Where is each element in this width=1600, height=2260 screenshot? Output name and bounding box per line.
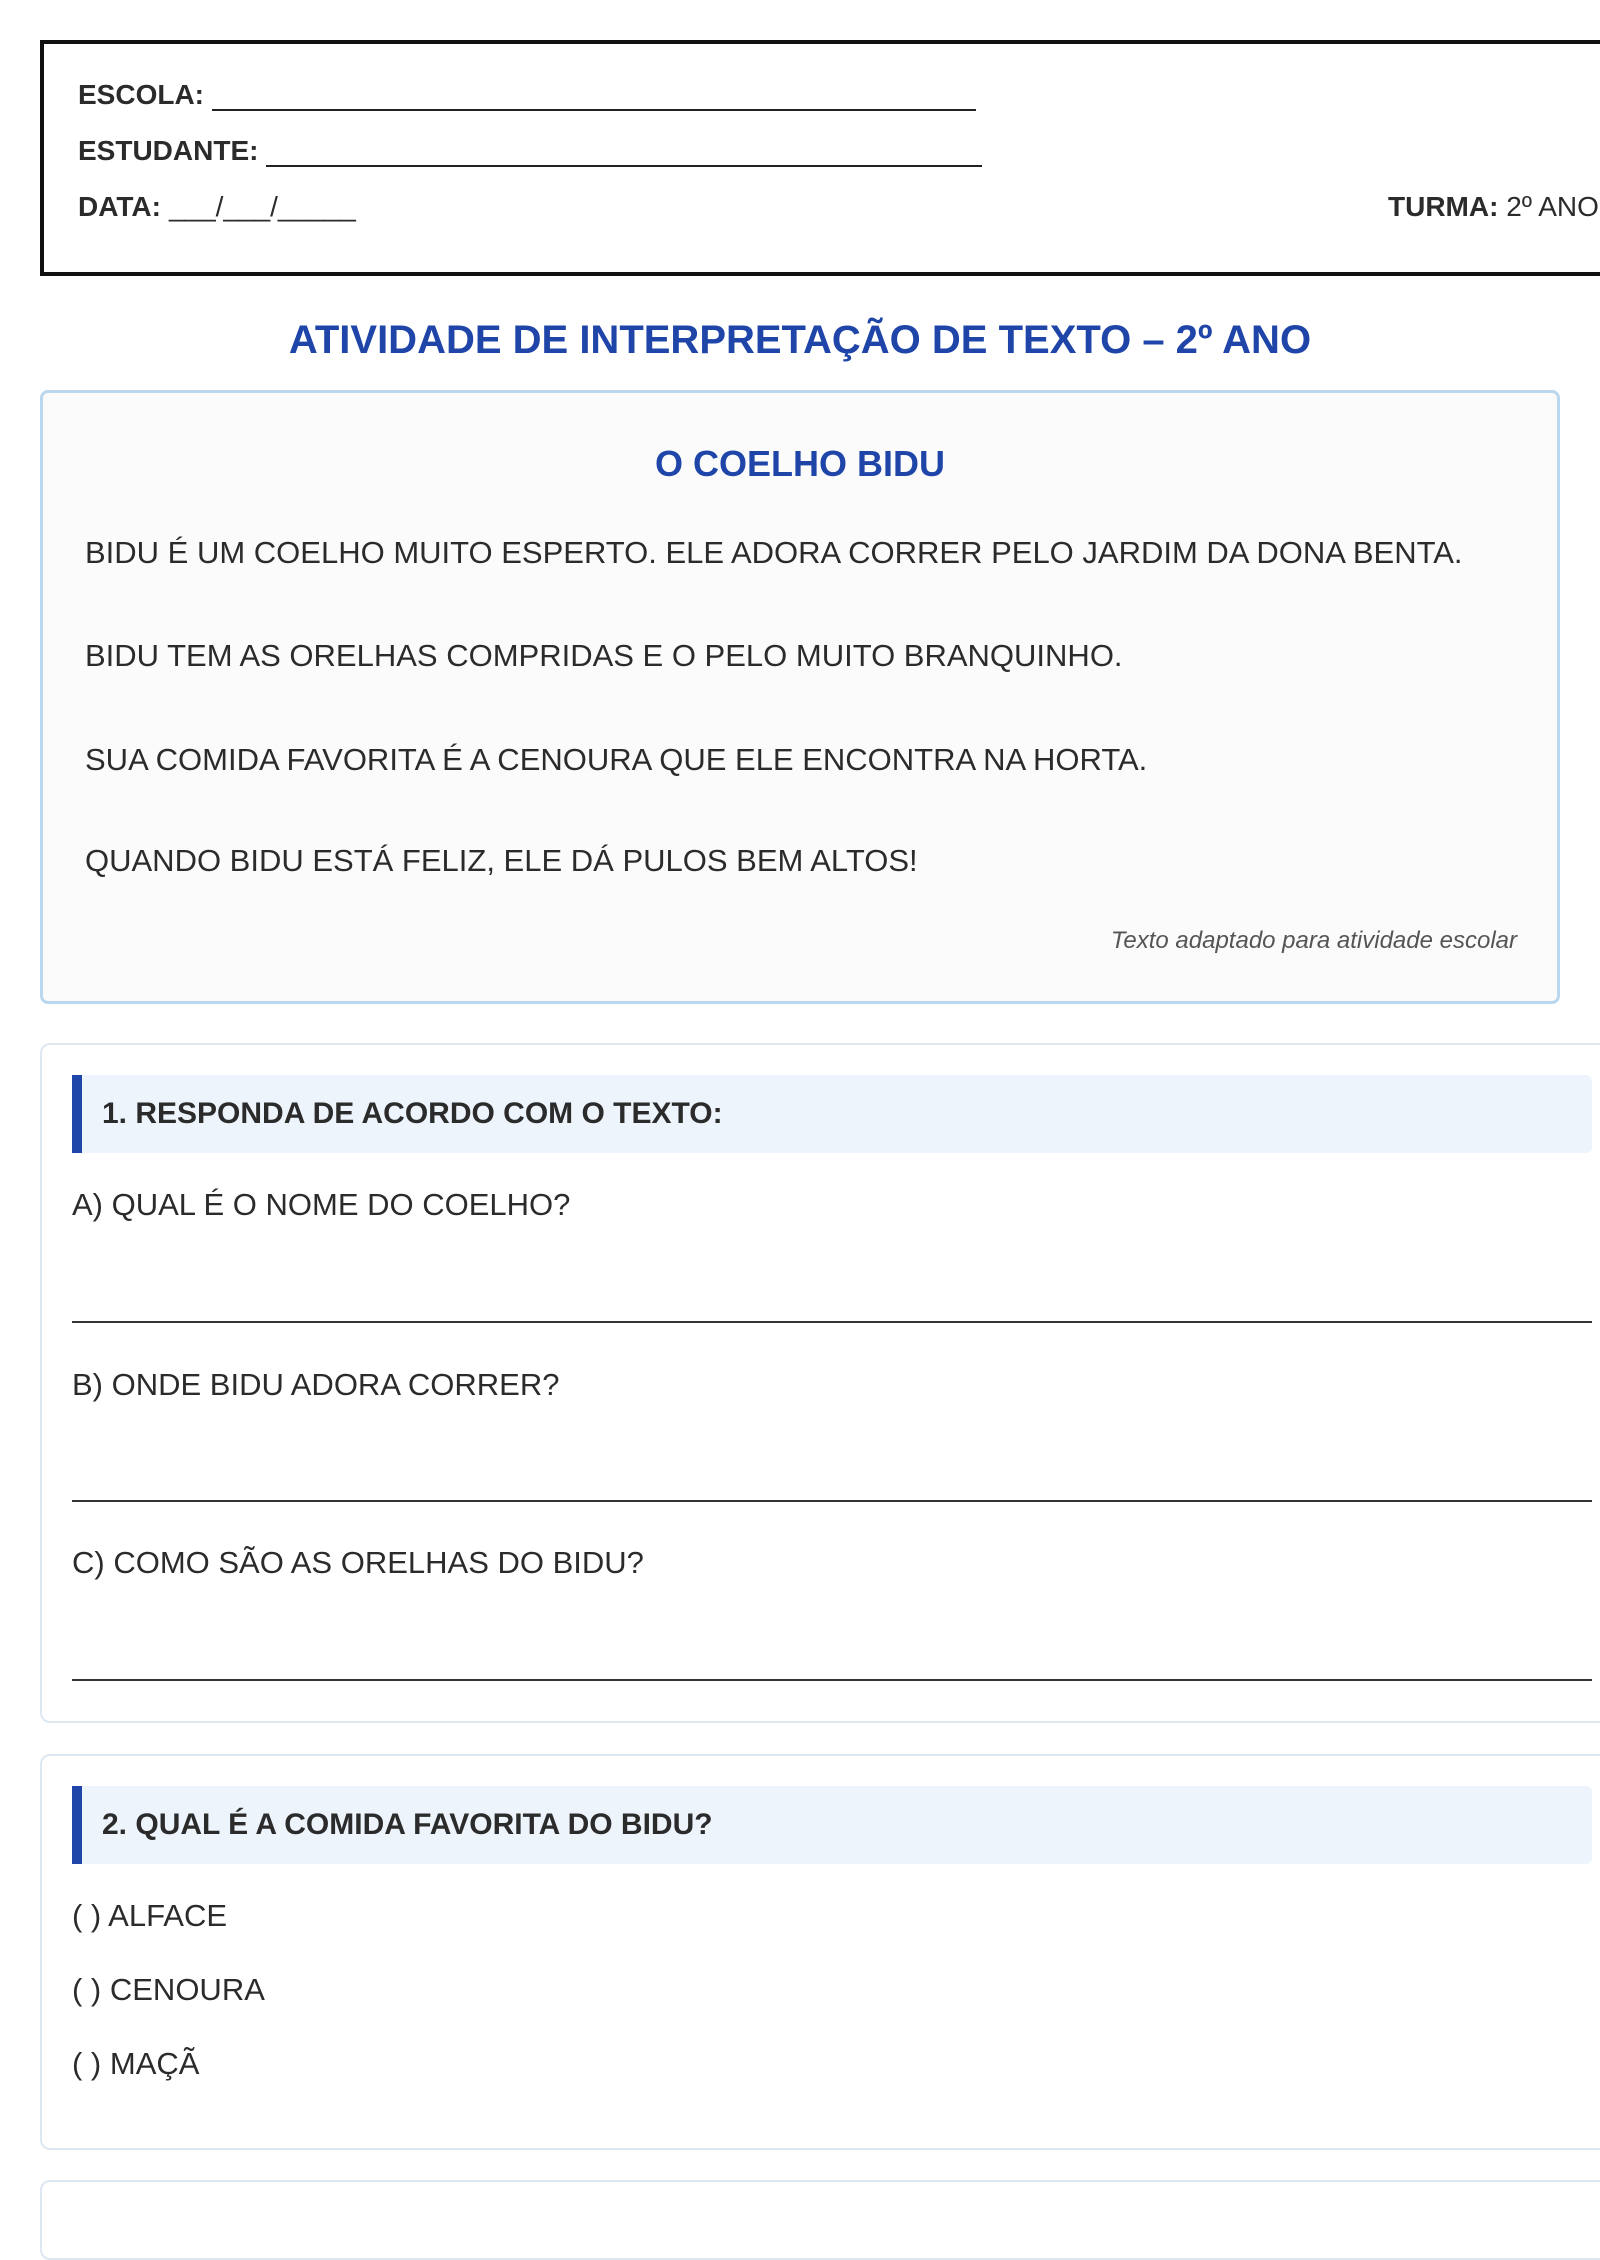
estudante-row <box>78 135 982 167</box>
story-title: O COELHO BIDU <box>654 443 945 484</box>
data-field[interactable]: ___/___/_____ <box>168 191 356 222</box>
question-1-title: 1. RESPONDA DE ACORDO COM O TEXTO: <box>102 1097 723 1130</box>
escola-row <box>78 79 976 111</box>
escola-label: ESCOLA: <box>78 79 204 110</box>
option-alface[interactable]: ( ) ALFACE <box>72 1898 228 1933</box>
answer-line-1b[interactable] <box>72 1500 1592 1502</box>
question-3-card <box>40 2180 1600 2260</box>
question-2-header <box>72 1786 1592 1864</box>
question-1-header <box>72 1075 1592 1153</box>
option-cenoura[interactable]: ( ) CENOURA <box>72 1972 265 2007</box>
story-paragraph: SUA COMIDA FAVORITA É A CENOURA QUE ELE ENCONTRA NA HORTA. <box>85 742 1148 777</box>
student-info-header <box>40 40 1600 276</box>
question-2-card <box>40 1754 1600 2150</box>
answer-line-1c[interactable] <box>72 1679 1592 1681</box>
question-1b: B) ONDE BIDU ADORA CORRER? <box>72 1367 560 1402</box>
question-1c: C) COMO SÃO AS ORELHAS DO BIDU? <box>72 1545 644 1580</box>
turma-label: TURMA: <box>1388 191 1499 222</box>
escola-field[interactable] <box>212 85 976 111</box>
estudante-field[interactable] <box>266 141 982 167</box>
data-label: DATA: <box>78 191 161 222</box>
option-maca[interactable]: ( ) MAÇÃ <box>72 2046 200 2081</box>
story-box <box>40 390 1560 1004</box>
estudante-label: ESTUDANTE: <box>78 135 259 166</box>
turma-row <box>1388 191 1599 223</box>
page-title: ATIVIDADE DE INTERPRETAÇÃO DE TEXTO – 2º ANO <box>288 318 1312 362</box>
story-paragraph: BIDU É UM COELHO MUITO ESPERTO. ELE ADORA CORRER PELO JARDIM DA DONA BENTA. <box>85 535 1463 570</box>
question-1a: A) QUAL É O NOME DO COELHO? <box>72 1187 571 1222</box>
data-row <box>78 191 356 223</box>
question-1-card <box>40 1043 1600 1723</box>
turma-value: 2º ANO <box>1506 191 1599 222</box>
answer-line-1a[interactable] <box>72 1321 1592 1323</box>
story-paragraph: QUANDO BIDU ESTÁ FELIZ, ELE DÁ PULOS BEM ALTOS! <box>85 843 918 878</box>
story-source: Texto adaptado para atividade escolar <box>1110 927 1517 954</box>
question-2-title: 2. QUAL É A COMIDA FAVORITA DO BIDU? <box>102 1808 713 1841</box>
story-paragraph: BIDU TEM AS ORELHAS COMPRIDAS E O PELO MUITO BRANQUINHO. <box>85 638 1123 673</box>
